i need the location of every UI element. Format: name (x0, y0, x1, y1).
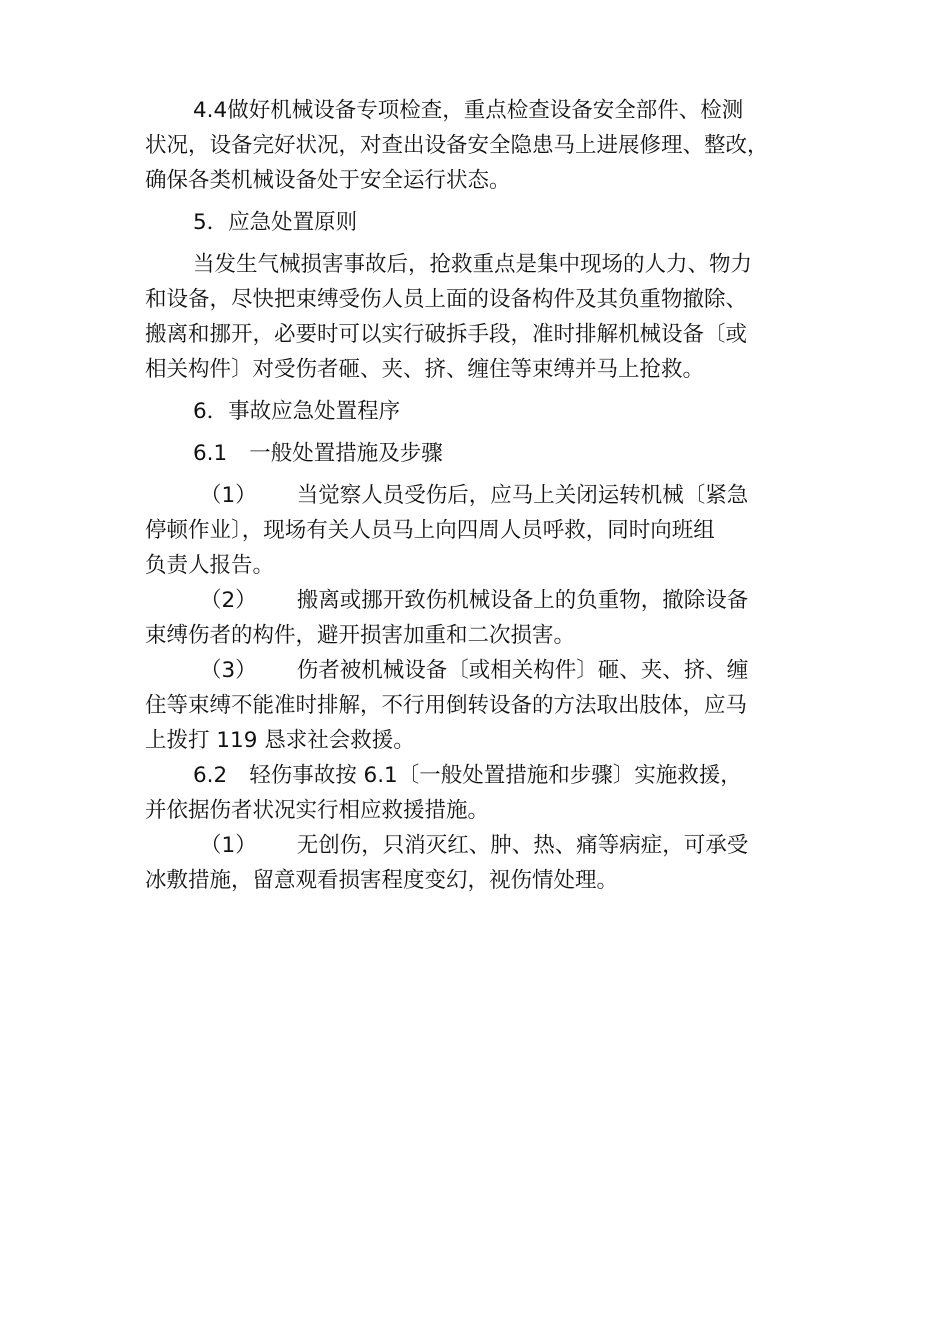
text-line: 和设备，尽快把束缚受伤人员上面的设备构件及其负重物撤除、 (145, 287, 748, 312)
item-text: 搬离或挪开致伤机械设备上的负重物，撤除设备 (296, 588, 749, 613)
item-number: （1） (200, 833, 257, 858)
text-line: 搬离和挪开，必要时可以实行破拆手段，准时排解机械设备〔或 (145, 322, 748, 347)
text-line: 状况，设备完好状况，对查出设备安全隐患马上进展修理、整改， (145, 133, 769, 158)
text-line: 上拨打 119 恳求社会救援。 (145, 728, 415, 753)
list-item (145, 828, 815, 898)
subsection-number: 6.2 (193, 763, 228, 788)
paragraph-4-4 (145, 93, 815, 198)
list-item (145, 653, 815, 758)
text-line: 当发生气械损害事故后，抢救重点是集中现场的人力、物力 (193, 252, 753, 277)
text-line (145, 653, 815, 688)
section-heading-6: 6．事故应急处置程序 (193, 399, 401, 424)
text-line: 停顿作业〕，现场有关人员马上向四周人员呼救，同时向班组 (145, 518, 715, 543)
subsection-heading-6-1 (145, 436, 815, 471)
item-number: （1） (200, 483, 257, 508)
text-line: 相关构件〕对受伤者砸、夹、挤、缠住等束缚并马上抢救。 (145, 357, 705, 382)
section-heading-5: 5．应急处置原则 (193, 210, 358, 235)
subsection-title: 一般处置措施及步骤 (249, 441, 443, 466)
item-number: （2） (200, 588, 257, 613)
list-item (145, 583, 815, 653)
text-line: 并依据伤者状况实行相应救援措施。 (145, 798, 490, 823)
text-line: 负责人报告。 (145, 553, 275, 578)
item-text: 无创伤，只消灭红、肿、热、痛等病症，可承受 (296, 833, 749, 858)
paragraph-5 (145, 247, 815, 387)
item-text: 当觉察人员受伤后，应马上关闭运转机械〔紧急 (296, 483, 749, 508)
text-line: 4.4做好机械设备专项检查，重点检查设备安全部件、检测 (193, 98, 744, 123)
text-line: 确保各类机械设备处于安全运行状态。 (145, 168, 511, 193)
list-item (145, 478, 815, 583)
paragraph-6-2 (145, 758, 815, 828)
text-line (145, 478, 815, 513)
text-line (145, 583, 815, 618)
subsection-number: 6.1 (193, 441, 228, 466)
item-text: 伤者被机械设备〔或相关构件〕砸、夹、挤、缠 (296, 658, 749, 683)
text-line (145, 758, 815, 793)
text-line: 住等束缚不能准时排解，不行用倒转设备的方法取出肢体，应马 (145, 693, 748, 718)
subsection-text: 轻伤事故按 6.1〔一般处置措施和步骤〕实施救援， (249, 763, 742, 788)
document-body (145, 93, 815, 898)
text-line (145, 828, 815, 863)
text-line: 束缚伤者的构件，避开损害加重和二次损害。 (145, 623, 576, 648)
text-line: 冰敷措施，留意观看损害程度变幻，视伤情处理。 (145, 868, 619, 893)
item-number: （3） (200, 658, 257, 683)
